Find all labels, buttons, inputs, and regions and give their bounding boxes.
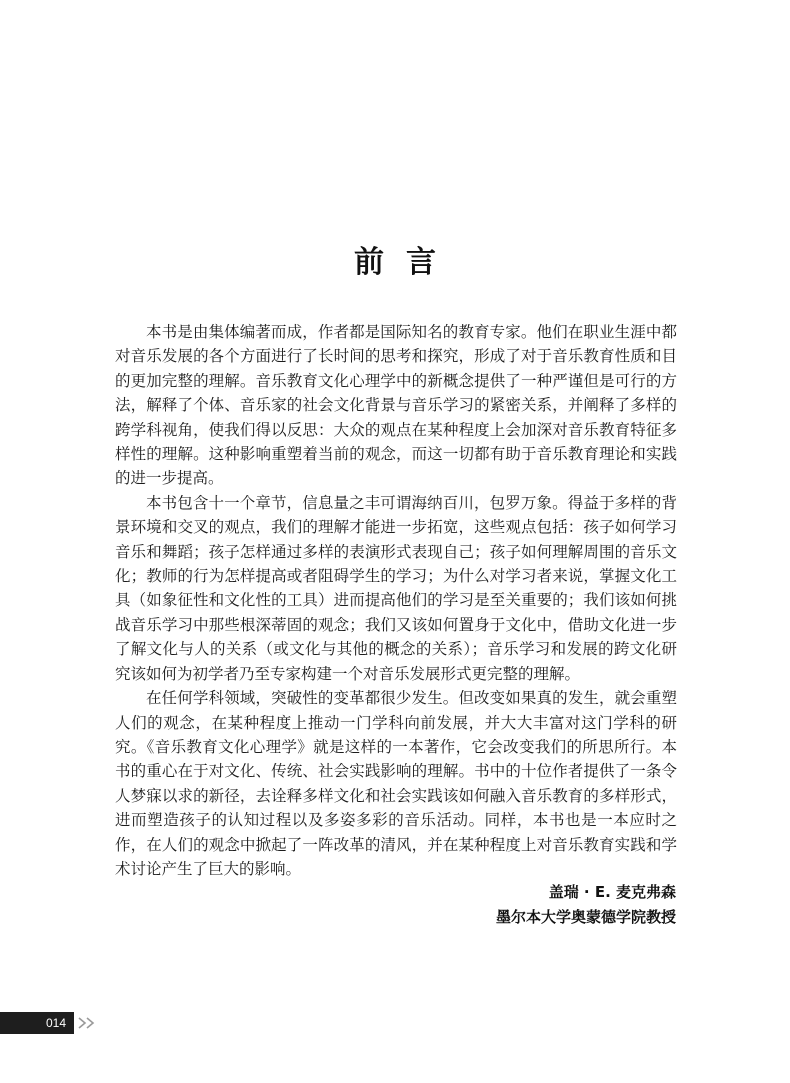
preface-body (115, 320, 677, 881)
page-title: 前言 (354, 245, 458, 280)
paragraph: 本书包含十一个章节，信息量之丰可谓海纳百川，包罗万象。得益于多样的背景环境和交叉的观点，我们的理解才能进一步拓宽，这些观点包括：孩子如何学习音乐和舞蹈；孩子怎样通过多样的表演形式表现自己；孩子如何理解周围的音乐文化；教师的行为怎样提高或者阻碍学生的学习；为什么对学习者来说，掌握文化工具（如象征性和文化性的工具）进而提高他们的学习是至关重要的；我们该如何挑战音乐学习中那些根深蒂固的观念；我们又该如何置身于文化中，借助文化进一步了解文化与人的关系（或文化与其他的概念的关系）；音乐学习和发展的跨文化研究该如何为初学者乃至专家构建一个对音乐发展形式更完整的理解。 (115, 493, 677, 683)
paragraph: 本书是由集体编著而成，作者都是国际知名的教育专家。他们在职业生涯中都对音乐发展的各个方面进行了长时间的思考和探究，形成了对于音乐教育性质和目的更加完整的理解。音乐教育文化心理学中的新概念提供了一种严谨但是可行的方法，解释了个体、音乐家的社会文化背景与音乐学习的紧密关系，并阐释了多样的跨学科视角，使我们得以反思：大众的观点在某种程度上会加深对音乐教育特征多样性的理解。这种影响重塑着当前的观念，而这一切都有助于音乐教育理论和实践的进一步提高。 (115, 323, 677, 488)
signature-name: 盖瑞 · E. 麦克弗森 (548, 883, 676, 901)
page-number: 014 (0, 1012, 74, 1034)
page-folio (0, 1012, 97, 1034)
double-chevron-right-icon (77, 1017, 97, 1029)
paragraph: 在任何学科领域，突破性的变革都很少发生。但改变如果真的发生，就会重塑人们的观念，在某种程度上推动一门学科向前发展，并大大丰富对这门学科的研究。《音乐教育文化心理学》就是这样的一本著作，它会改变我们的所思所行。本书的重心在于对文化、传统、社会实践影响的理解。书中的十位作者提供了一条令人梦寐以求的新径，去诠释多样文化和社会实践该如何融入音乐教育的多样形式，进而塑造孩子的认知过程以及多姿多彩的音乐活动。同样，本书也是一本应时之作，在人们的观念中掀起了一阵改革的清风，并在某种程度上对音乐教育实践和学术讨论产生了巨大的影响。 (115, 689, 677, 878)
signature-affiliation: 墨尔本大学奥蒙德学院教授 (495, 908, 676, 926)
